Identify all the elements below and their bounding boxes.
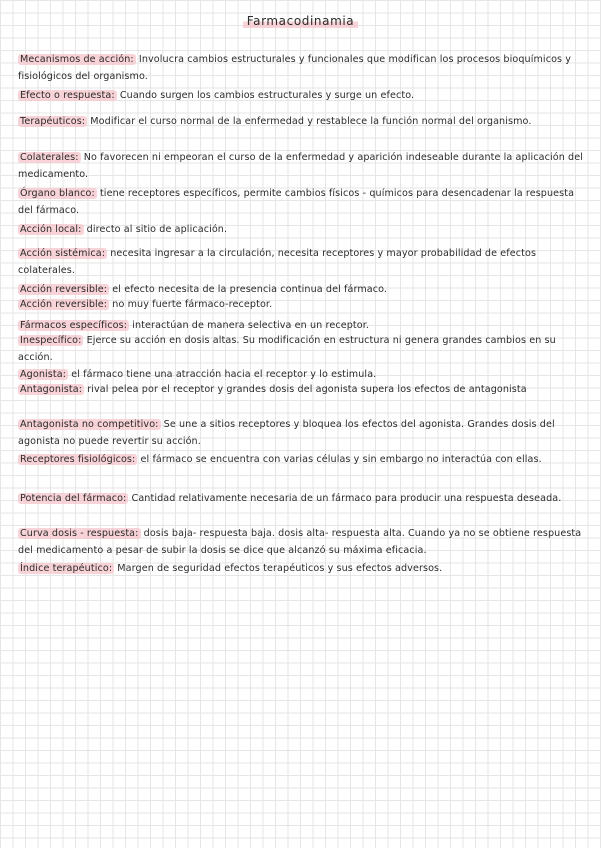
entry-term: Inespecífico: <box>20 335 82 346</box>
entry-text: Se une a sitios receptores y bloquea los efectos del agonista. Grandes dosis del agonista no puede revertir su acción. <box>18 419 555 447</box>
entry-term: Efecto o respuesta: <box>20 90 115 101</box>
entry-text: directo al sitio de aplicación. <box>83 224 228 235</box>
entry-terapeuticos <box>18 114 586 131</box>
entry-term: Agonista: <box>20 369 67 380</box>
entry-term: Antagonista no competitivo: <box>20 419 159 430</box>
entry-text: el fármaco tiene una atracción hacia el receptor y lo estimula. <box>68 369 377 380</box>
entry-organo-blanco <box>18 186 586 219</box>
entry-term: Terapéuticos: <box>20 116 86 127</box>
entry-term: Acción reversible: <box>20 284 108 295</box>
entry-text: interactúan de manera selectiva en un receptor. <box>129 320 370 331</box>
entry-text: Margen de seguridad efectos terapéuticos y sus efectos adversos. <box>114 563 443 574</box>
entry-antagonista-no-competitivo <box>18 417 586 450</box>
entry-accion-sistemica <box>18 246 586 279</box>
entry-term: Acción reversible: <box>20 299 108 310</box>
entry-antagonista <box>18 382 586 399</box>
entry-term: Índice terapéutico: <box>20 563 113 574</box>
entry-text: Modificar el curso normal de la enfermedad y restablece la función normal del organismo. <box>87 116 532 127</box>
entry-term: Acción sistémica: <box>20 248 106 259</box>
entry-text: Cantidad relativamente necesaria de un fármaco para producir una respuesta deseada. <box>128 493 562 504</box>
entry-term: Receptores fisiológicos: <box>20 454 136 465</box>
entry-mecanismos <box>18 52 586 85</box>
entry-accion-local <box>18 222 586 239</box>
entry-term: Colaterales: <box>20 152 79 163</box>
entry-text: Ejerce su acción en dosis altas. Su modificación en estructura ni genera grandes cambios en su acción. <box>18 335 556 363</box>
entry-term: Fármacos específicos: <box>20 320 128 331</box>
entry-text: rival pelea por el receptor y grandes dosis del agonista supera los efectos de antagonista <box>84 384 527 395</box>
entry-term: Antagonista: <box>20 384 83 395</box>
entry-term: Órgano blanco: <box>20 188 95 199</box>
entry-inespecifico <box>18 333 586 366</box>
entry-text: Involucra cambios estructurales y funcionales que modifican los procesos bioquímicos y fisiológicos del organismo. <box>18 54 572 82</box>
entry-text: necesita ingresar a la circulación, necesita receptores y mayor probabilidad de efectos colaterales. <box>18 248 537 276</box>
entry-efecto <box>18 88 586 105</box>
entry-accion-reversible-2 <box>18 297 586 314</box>
entry-term: Potencia del fármaco: <box>20 493 127 504</box>
entry-term: Curva dosis - respuesta: <box>20 528 139 539</box>
entry-term: Mecanismos de acción: <box>20 54 134 65</box>
entry-text: tiene receptores específicos, permite cambios físicos - químicos para desencadenar la respuesta del fármaco. <box>18 188 575 216</box>
entry-term: Acción local: <box>20 224 82 235</box>
entry-text: no muy fuerte fármaco-receptor. <box>109 299 273 310</box>
page-title: Farmacodinamia <box>0 14 601 28</box>
entry-text: el fármaco se encuentra con varias células y sin embargo no interactúa con ellas. <box>137 454 542 465</box>
entry-curva-dosis <box>18 526 586 559</box>
entry-receptores-fisiologicos <box>18 452 586 469</box>
entry-colaterales <box>18 150 586 183</box>
entry-text: No favorecen ni empeoran el curso de la enfermedad y aparición indeseable durante la aplicación del medicamento. <box>18 152 584 180</box>
entry-text: el efecto necesita de la presencia continua del fármaco. <box>109 284 388 295</box>
entry-text: Cuando surgen los cambios estructurales y surge un efecto. <box>116 90 415 101</box>
entry-text: dosis baja- respuesta baja. dosis alta- respuesta alta. Cuando ya no se obtiene respuesta del medicamento a pesar de subir la dosis se dice que alcanzó su máxima eficacia. <box>18 528 582 556</box>
entry-potencia <box>18 491 586 508</box>
entry-indice-terapeutico <box>18 561 586 578</box>
